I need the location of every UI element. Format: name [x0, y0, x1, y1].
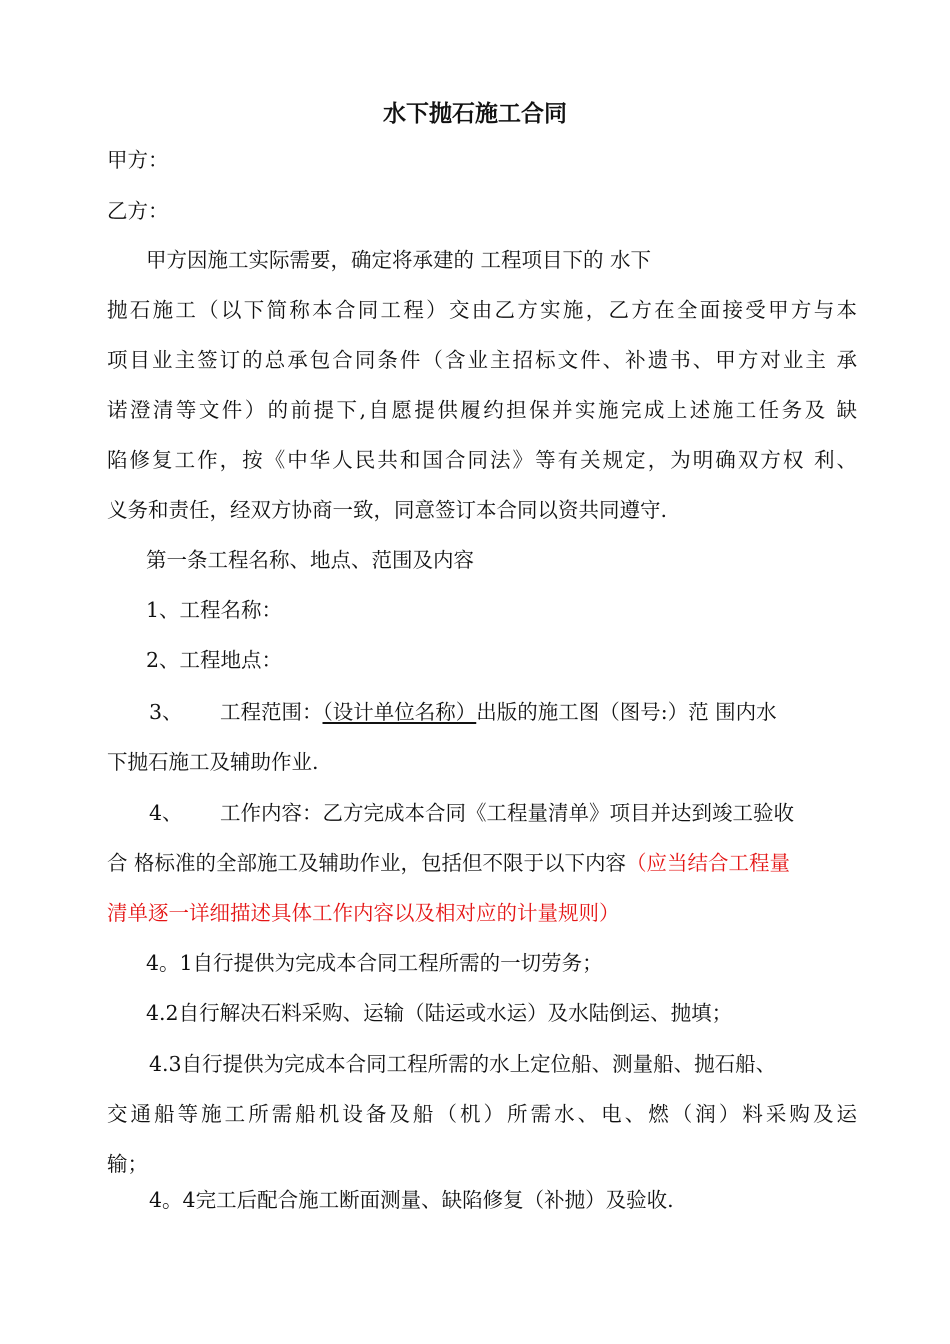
scope-label: 工程范围： [220, 700, 323, 724]
intro-line: 陷修复工作，按《中华人民共和国合同法》等有关规定，为明确双方权 利、 [107, 448, 857, 472]
intro-line: 义务和责任，经双方协商一致，同意签订本合同以资共同遵守. [107, 498, 668, 522]
scope-text: 出版的施工图（图号:）范 围内水 [476, 700, 777, 724]
red-note: （应当结合工程量 [626, 851, 791, 875]
sub-item-line: 输； [107, 1152, 148, 1176]
sub-item-4-4: 4。4完工后配合施工断面测量、缺陷修复（补抛）及验收. [149, 1188, 674, 1212]
sub-item-4-1: 4。1自行提供为完成本合同工程所需的一切劳务； [146, 951, 603, 975]
sub-item-line: 交通船等施工所需船机设备及船（机）所需水、电、燃（润）料采购及运 [107, 1102, 857, 1126]
work-content-line [107, 849, 790, 877]
intro-line: 项目业主签订的总承包合同条件（含业主招标文件、补遗书、甲方对业主 承 [107, 348, 857, 372]
item-number: 4、 [149, 801, 183, 825]
work-content-text: 合 格标准的全部施工及辅助作业，包括但不限于以下内容 [107, 851, 627, 875]
item-number: 3、 [149, 700, 183, 724]
scope-line [220, 698, 777, 726]
scope-line: 下抛石施工及辅助作业. [107, 750, 319, 774]
article-1-heading: 第一条工程名称、地点、范围及内容 [146, 548, 474, 572]
party-b-label: 乙方： [107, 199, 169, 223]
item-project-name: 1、工程名称： [146, 598, 283, 622]
work-content-line: 工作内容：乙方完成本合同《工程量清单》项目并达到竣工验收 [220, 801, 794, 825]
sub-item-4-2: 4.2自行解决石料采购、运输（陆运或水运）及水陆倒运、抛填； [146, 1001, 733, 1025]
document-title: 水下抛石施工合同 [383, 101, 567, 127]
sub-item-line: 4.3自行提供为完成本合同工程所需的水上定位船、测量船、抛石船、 [149, 1052, 777, 1076]
party-a-label: 甲方： [107, 148, 169, 172]
intro-line: 诺澄清等文件）的前提下,自愿提供履约担保并实施完成上述施工任务及 缺 [107, 398, 857, 422]
intro-line: 抛石施工（以下简称本合同工程）交由乙方实施，乙方在全面接受甲方与本 [107, 298, 857, 322]
item-project-location: 2、工程地点： [146, 648, 283, 672]
intro-line: 甲方因施工实际需要，确定将承建的 工程项目下的 水下 [146, 248, 652, 272]
red-note: 清单逐一详细描述具体工作内容以及相对应的计量规则） [107, 901, 620, 925]
designer-name-blank: （设计单位名称） [322, 700, 477, 724]
